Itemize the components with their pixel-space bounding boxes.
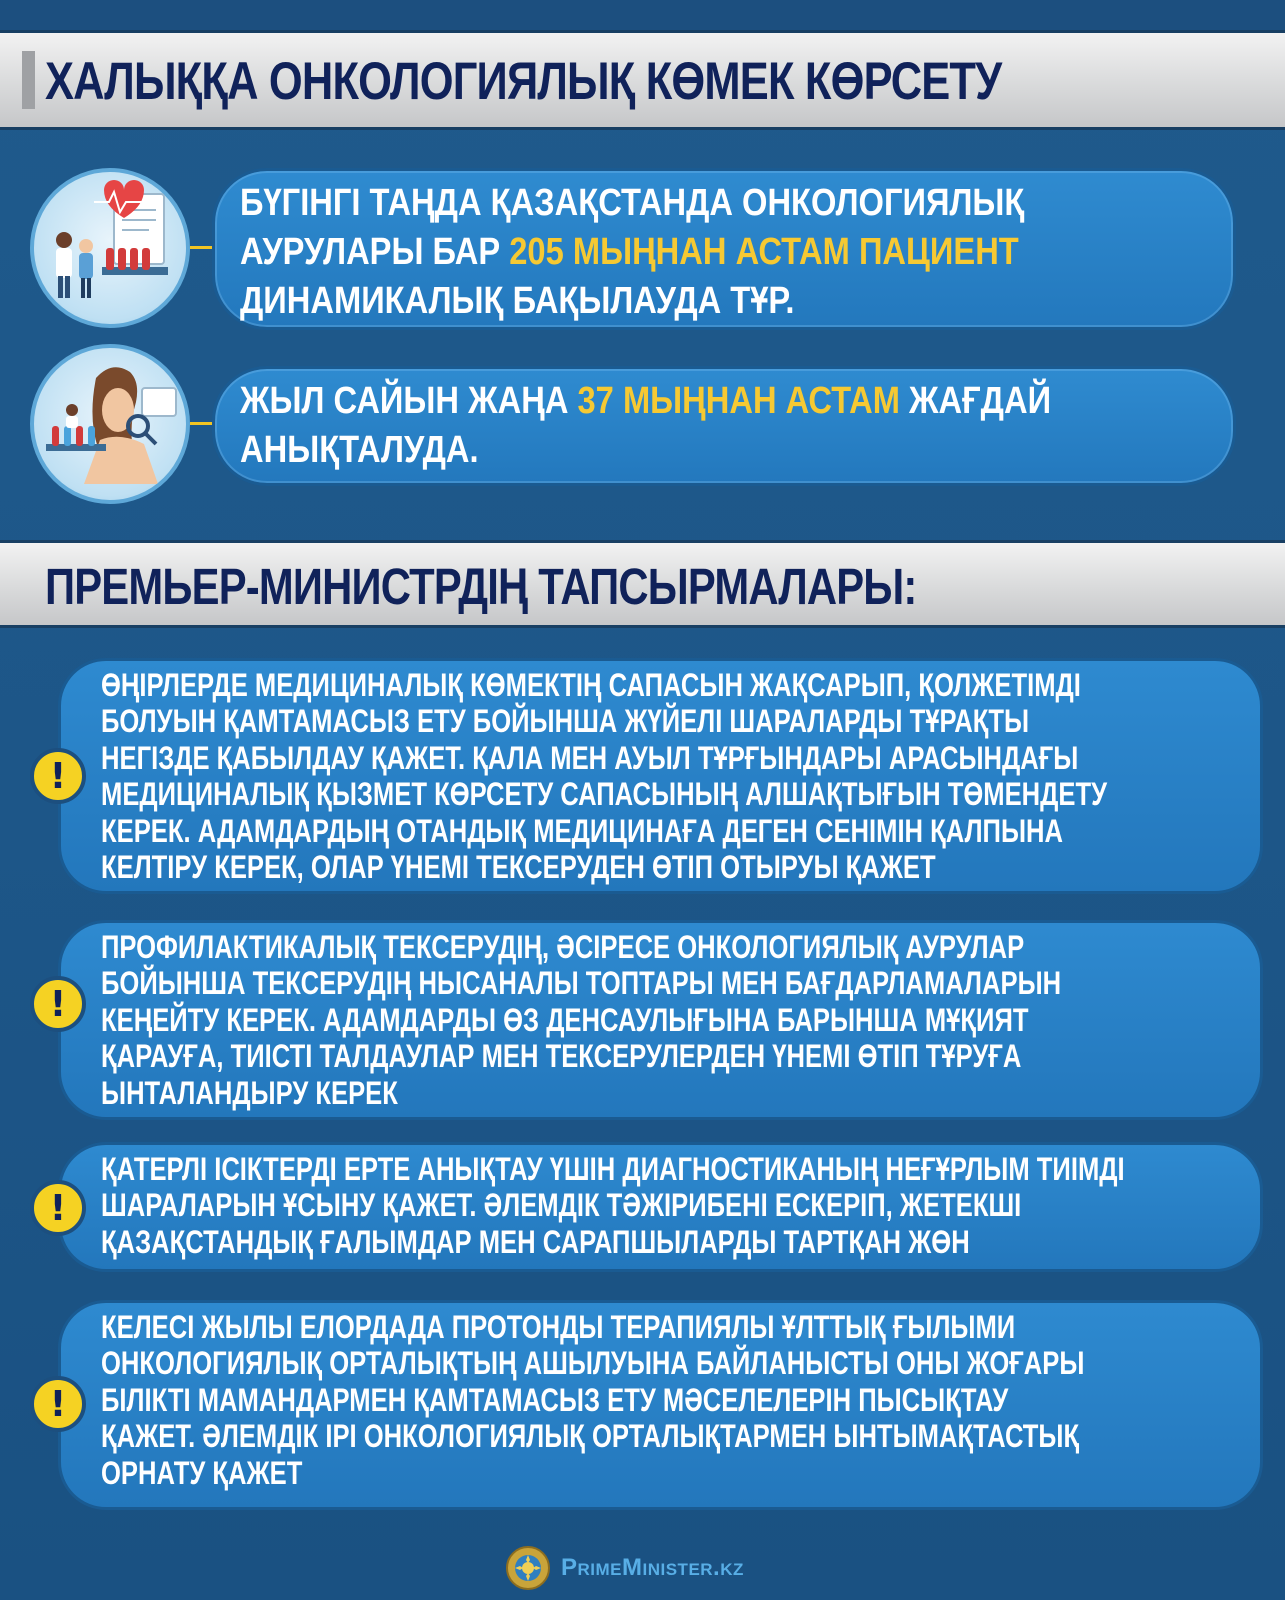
task-1-line: КЕРЕК. АДАМДАРДЫҢ ОТАНДЫҚ МЕДИЦИНАҒА ДЕГЕН СЕНІМІН ҚАЛПЫНА — [101, 812, 1063, 849]
section-header-tasks — [0, 540, 1285, 628]
task-3-text — [101, 1151, 1229, 1260]
task-1-line: ӨҢІРЛЕРДЕ МЕДИЦИНАЛЫҚ КӨМЕКТІҢ САПАСЫН ЖАҚСАРЫП, ҚОЛЖЕТІМДІ — [101, 667, 1081, 703]
stat-2-line-1-post: ЖАҒДАЙ — [899, 380, 1052, 422]
footer-site-link[interactable]: PrimeMinister.kz — [561, 1554, 744, 1581]
stat-connector-1 — [190, 246, 214, 249]
task-2-line: ҚАРАУҒА, ТИІСТІ ТАЛДАУЛАР МЕН ТЕКСЕРУЛЕРДЕН ҮНЕМІ ӨТІП ТҰРУҒА — [101, 1038, 1022, 1075]
header-accent-bar — [22, 51, 35, 109]
task-3-line: ШАРАЛАРЫН ҰСЫНУ ҚАЖЕТ. ӘЛЕМДІК ТӘЖІРИБЕНІ ЕСКЕРІП, ЖЕТЕКШІ — [101, 1187, 1022, 1224]
emblem-icon — [505, 1545, 551, 1591]
task-1-line: КЕЛТІРУ КЕРЕК, ОЛАР ҮНЕМІ ТЕКСЕРУДЕН ӨТІП ОТЫРУЫ ҚАЖЕТ — [101, 849, 936, 886]
task-4-line: ОРНАТУ ҚАЖЕТ — [101, 1454, 303, 1491]
task-3-line: ҚАТЕРЛІ ІСІКТЕРДІ ЕРТЕ АНЫҚТАУ ҮШІН ДИАГНОСТИКАНЫҢ НЕҒҰРЛЫМ ТИІМДІ — [101, 1151, 1125, 1187]
task-item-3 — [58, 1142, 1263, 1272]
stat-2-highlight: 37 МЫҢНАН АСТАМ — [577, 380, 900, 422]
exclamation-icon: ! — [30, 976, 86, 1032]
top-band — [0, 0, 1285, 30]
task-item-1 — [58, 658, 1263, 894]
stat-text-patients — [240, 179, 1212, 326]
task-item-4 — [58, 1300, 1263, 1510]
task-1-line: МЕДИЦИНАЛЫҚ ҚЫЗМЕТ КӨРСЕТУ САПАСЫНЫҢ АЛШАҚТЫҒЫН ТӨМЕНДЕТУ — [101, 776, 1108, 813]
task-4-line: КЕЛЕСІ ЖЫЛЫ ЕЛОРДАДА ПРОТОНДЫ ТЕРАПИЯЛЫ ҰЛТТЫҚ ҒЫЛЫМИ — [101, 1309, 1016, 1345]
task-2-text — [101, 929, 1229, 1111]
stat-text-new-cases — [240, 377, 1212, 475]
tasks-title: ПРЕМЬЕР-МИНИСТРДІҢ ТАПСЫРМАЛАРЫ: — [45, 558, 917, 615]
task-item-2 — [58, 920, 1263, 1120]
task-1-line: НЕГІЗДЕ ҚАБЫЛДАУ ҚАЖЕТ. ҚАЛА МЕН АУЫЛ ТҰРҒЫНДАРЫ АРАСЫНДАҒЫ — [101, 739, 1079, 776]
exclamation-icon: ! — [30, 748, 86, 804]
task-2-line: ЫНТАЛАНДЫРУ КЕРЕК — [101, 1074, 398, 1111]
stat-bubble-new-cases — [212, 366, 1236, 486]
task-4-text — [101, 1309, 1229, 1491]
page-title: ХАЛЫҚҚА ОНКОЛОГИЯЛЫҚ КӨМЕК КӨРСЕТУ — [45, 52, 1002, 111]
stat-1-line-1: БҮГІНГІ ТАҢДА ҚАЗАҚСТАНДА ОНКОЛОГИЯЛЫҚ — [240, 182, 1025, 224]
stat-2-line-2: АНЫҚТАЛУДА. — [240, 429, 479, 471]
stat-1-line-2-pre: АУРУЛАРЫ БАР — [240, 231, 510, 273]
stat-1-line-2 — [240, 228, 1212, 277]
stat-2-line-1-pre: ЖЫЛ САЙЫН ЖАҢА — [240, 380, 578, 422]
stat-1-highlight: 205 МЫҢНАН АСТАМ ПАЦИЕНТ — [509, 231, 1019, 273]
skin-check-icon — [30, 344, 190, 504]
stat-bubble-patients — [212, 168, 1236, 330]
section-header-oncology — [0, 30, 1285, 130]
exclamation-icon: ! — [30, 1180, 86, 1236]
stat-1-line-3: ДИНАМИКАЛЫҚ БАҚЫЛАУДА ТҰР. — [240, 280, 795, 322]
task-4-line: БІЛІКТІ МАМАНДАРМЕН ҚАМТАМАСЫЗ ЕТУ МӘСЕЛЕЛЕРІН ПЫСЫҚТАУ — [101, 1381, 1009, 1418]
task-4-line: ОНКОЛОГИЯЛЫҚ ОРТАЛЫҚТЫҢ АШЫЛУЫНА БАЙЛАНЫСТЫ ОНЫ ЖОҒАРЫ — [101, 1345, 1085, 1382]
task-3-line: ҚАЗАҚСТАНДЫҚ ҒАЛЫМДАР МЕН САРАПШЫЛАРДЫ ТАРТҚАН ЖӨН — [101, 1223, 970, 1260]
task-1-line: БОЛУЫН ҚАМТАМАСЫЗ ЕТУ БОЙЫНША ЖҮЙЕЛІ ШАРАЛАРДЫ ТҰРАҚТЫ — [101, 703, 1030, 740]
task-2-line: ПРОФИЛАКТИКАЛЫҚ ТЕКСЕРУДІҢ, ӘСІРЕСЕ ОНКОЛОГИЯЛЫҚ АУРУЛАР — [101, 929, 1025, 965]
footer — [505, 1545, 744, 1591]
stat-connector-2 — [190, 422, 214, 425]
task-1-text — [101, 667, 1229, 885]
task-2-line: БОЙЫНША ТЕКСЕРУДІҢ НЫСАНАЛЫ ТОПТАРЫ МЕН БАҒДАРЛАМАЛАРЫН — [101, 965, 1062, 1002]
stat-2-line-1 — [240, 377, 1212, 426]
doctor-lab-icon — [30, 168, 190, 328]
task-4-line: ҚАЖЕТ. ӘЛЕМДІК ІРІ ОНКОЛОГИЯЛЫҚ ОРТАЛЫҚТАРМЕН ЫНТЫМАҚТАСТЫҚ — [101, 1418, 1080, 1455]
exclamation-icon: ! — [30, 1376, 86, 1432]
task-2-line: КЕҢЕЙТУ КЕРЕК. АДАМДАРДЫ ӨЗ ДЕНСАУЛЫҒЫНА БАРЫНША МҰҚИЯТ — [101, 1001, 1029, 1038]
